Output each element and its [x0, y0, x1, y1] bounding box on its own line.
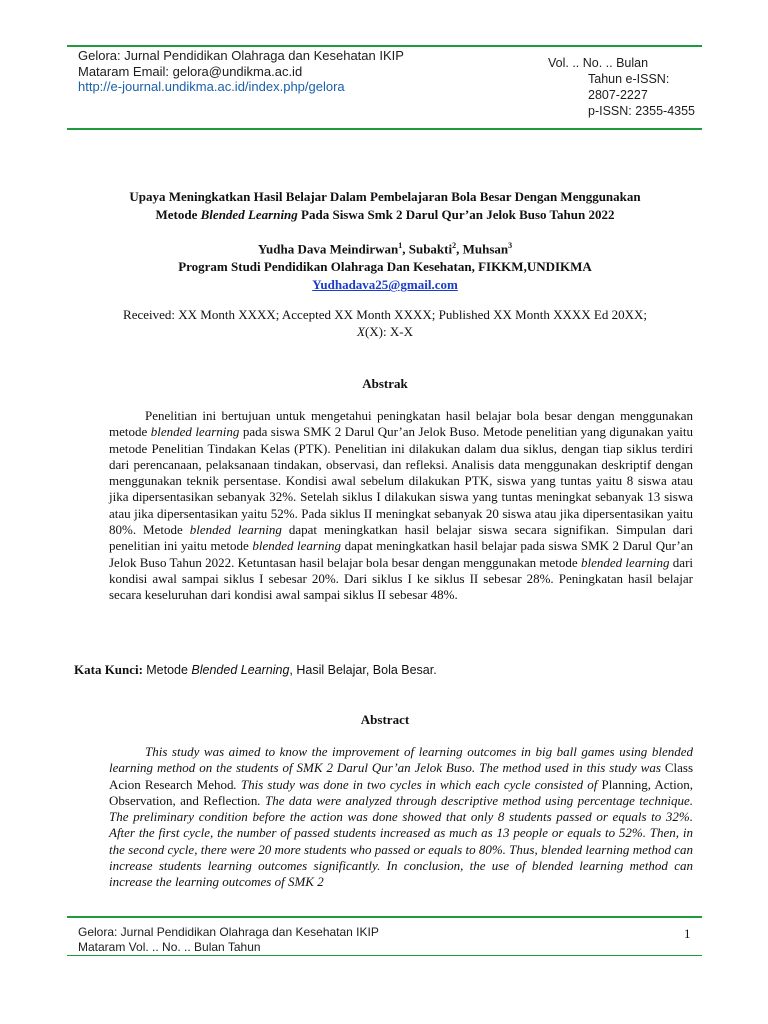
citation-info: X(X): X-X — [357, 324, 413, 339]
article-title: Upaya Meningkatkan Hasil Belajar Dalam Pembelajaran Bola Besar Dengan Menggunakan Metode Blended Learning Pada Siswa Smk 2 Darul Qur’an Jelok Buso Tahun 2022 — [129, 189, 641, 222]
header-rule-bottom — [67, 128, 702, 130]
abstrak-heading: Abstrak — [362, 376, 408, 391]
journal-email-line: Mataram Email: gelora@undikma.ac.id — [78, 63, 303, 79]
journal-name: Gelora: Jurnal Pendidikan Olahraga dan Kesehatan IKIP — [78, 48, 404, 63]
issue-info — [548, 55, 695, 119]
author-list: Yudha Dava Meindirwan$^1$, Subakti$^2$, Muhsan$^3$ — [257, 241, 513, 257]
journal-header — [78, 48, 404, 95]
affiliation: Program Studi Pendidikan Olahraga Dan Kesehatan, FIKKM,UNDIKMA — [178, 259, 592, 275]
keywords-label: Kata Kunci: — [74, 662, 143, 677]
pissn-value: p-ISSN: 2355-4355 — [588, 104, 696, 118]
publication-dates: Received: XX Month XXXX; Accepted XX Month XXXX; Published XX Month XXXX Ed 20XX; X(X): X-X — [88, 306, 682, 340]
abstrak-body: Penelitian ini bertujuan untuk mengetahui peningkatan hasil belajar bola besar dengan menggunakan metode blended learning pada siswa SMK 2 Darul Qur’an Jelok Buso. Metode penelitian yang digunakan yaitu metode Penelitian Tindakan Kelas (PTK). Penelitian ini dilakukan dalam dua siklus, dengan tiap siklus terdiri dari perencanaan, pelaksanaan tindakan, observasi, dan refleksi. Analisis data menggunakan deskriptif dengan menggunakan teknik persentase. Kondisi awal sebelum dilakukan PTK, siswa yang tuntas yaitu 8 siswa atau jika dipersentasikan sebanyak 32%. Setelah siklus I dilakukan siswa yang tuntas meningkat sebanyak 13 siswa atau jika dipersentasikan yaitu 52%. Pada siklus II meningkat sebanyak 20 siswa atau jika dipersentasikan yaitu 80%. Metode blended learning dapat meningkatkan hasil belajar siswa secara signifikan. Simpulan dari penelitian ini yaitu metode blended learning dapat meningkatkan hasil belajar pada siswa SMK 2 Darul Qur’an Jelok Buso Tahun 2022. Ketuntasan hasil belajar bola besar dengan menggunakan metode blended learning dari kondisi awal sampai siklus I sebesar 20%. Dari siklus I ke siklus II sebesar 28%. Peningkatan hasil belajar secara keseluruhan dari kondisi awal sampai siklus II sebesar 48%. — [109, 408, 694, 603]
header-rule-top — [67, 45, 702, 47]
footer-rule-bottom — [67, 955, 702, 956]
eissn-value: 2807-2227 — [588, 88, 648, 102]
journal-url-link[interactable]: http://e-journal.undikma.ac.id/index.php/gelora — [78, 79, 345, 94]
keywords: Kata Kunci: Metode Blended Learning, Hasil Belajar, Bola Besar. — [74, 662, 437, 677]
abstract-heading: Abstract — [360, 712, 410, 727]
eissn-label: Tahun e-ISSN: — [588, 72, 670, 86]
page-number: 1 — [684, 926, 691, 941]
footer-journal-info: Gelora: Jurnal Pendidikan Olahraga dan Kesehatan IKIP Mataram Vol. .. No. .. Bulan Tahun — [78, 925, 379, 954]
authors-block — [70, 237, 700, 294]
footer-rule — [67, 916, 702, 918]
abstract-body: This study was aimed to know the improvement of learning outcomes in big ball games using blended learning method on the students of SMK 2 Darul Qur’an Jelok Buso. The method used in this study was Class Acion Research Mehod. This study was done in two cycles in which each cycle consisted of Planning, Action, Observation, and Reflection. The data were analyzed through descriptive method using percentage technique. The preliminary condition before the action was done showed that only 8 students passed or equals to 32%. After the first cycle, the number of passed students increased as much as 13 people or equals to 52%. Then, in the second cycle, there were 20 more students who passed or equals to 80%. Thus, blended learning method can increase students learning outcomes significantly. In conclusion, the use of blended learning method can increase the learning outcomes of SMK 2 — [109, 744, 693, 890]
author-email-link[interactable]: Yudhadava25@gmail.com — [312, 277, 458, 293]
volume-info: Vol. .. No. .. Bulan — [548, 56, 649, 70]
